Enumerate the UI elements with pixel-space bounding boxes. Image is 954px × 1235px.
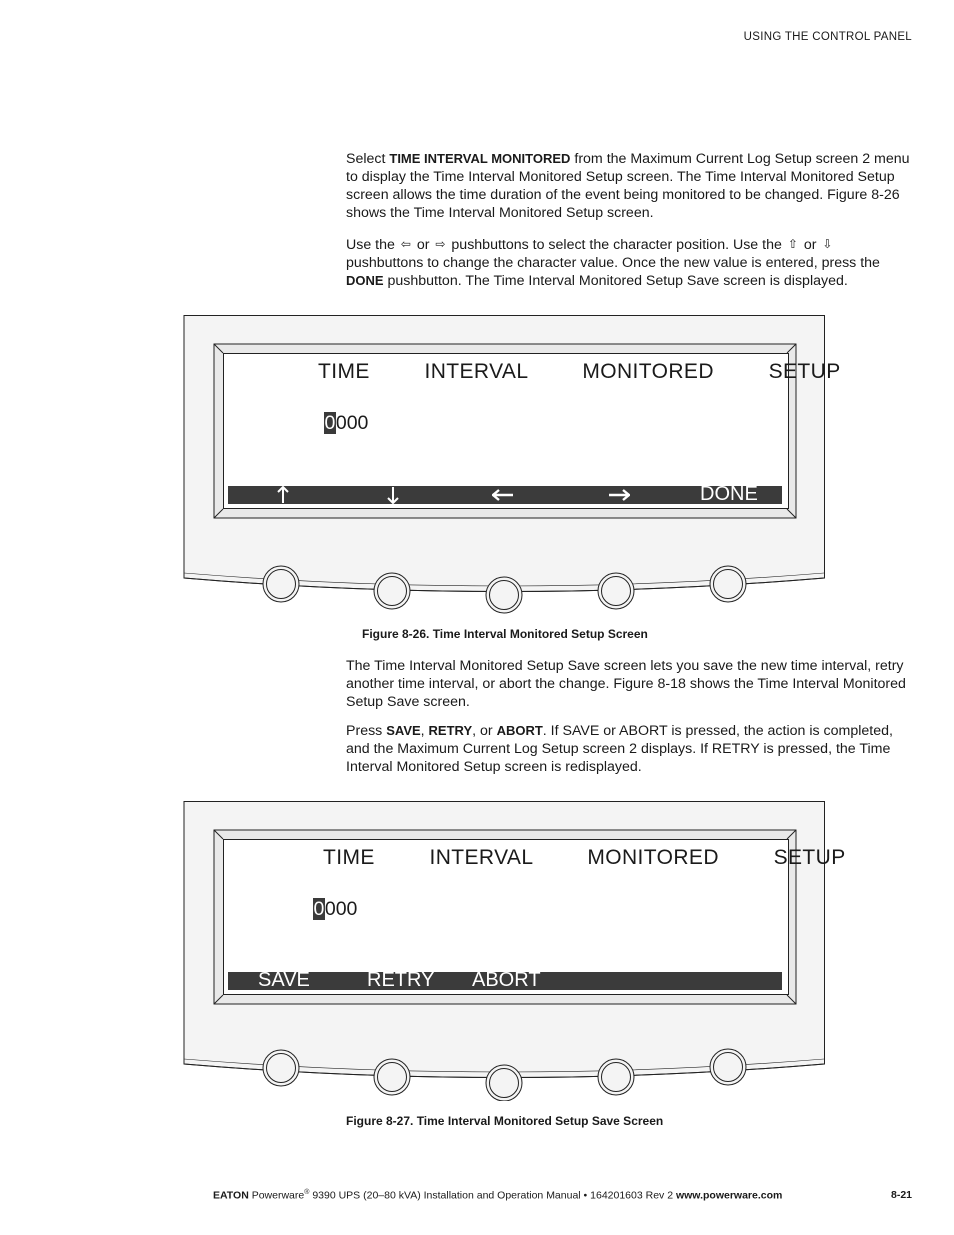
- para4-text-2: . If SAVE or ABORT is pressed, the action is completed, and the Maximum Current Log Setup screen 2 displays. If RETRY is pressed, the Time Interval Monitored Setup screen is redisplayed.: [346, 723, 893, 775]
- para4-comma-1: ,: [420, 723, 429, 739]
- para4-save: SAVE: [386, 723, 421, 738]
- pushbutton-1[interactable]: [263, 566, 299, 602]
- para2-or-1: or: [412, 237, 434, 253]
- para4-retry: RETRY: [428, 723, 473, 738]
- up-arrow-icon: ⇧: [787, 237, 798, 251]
- para2-or-2: or: [799, 237, 821, 253]
- paragraph-press-options: [346, 722, 912, 776]
- para1-text-2: from the Maximum Current Log Setup screen 2 menu to display the Time Interval Monitored Setup screen. The Time Interval Monitored Setup screen allows the time duration of the event being monitored to be changed. Figure 8-26 shows the Time Interval Monitored Setup screen.: [346, 151, 910, 221]
- para4-text-1: Press: [346, 723, 387, 739]
- footer-registered-mark: ®: [304, 1189, 310, 1196]
- pushbutton-5[interactable]: [710, 1049, 746, 1085]
- para1-text: Select: [346, 151, 390, 167]
- para1-bold: TIME INTERVAL MONITORED: [389, 151, 571, 166]
- pushbutton-3[interactable]: [486, 1065, 522, 1101]
- control-panel-figure-1: [183, 315, 841, 595]
- value-cursor: 0: [324, 412, 336, 434]
- right-arrow-icon: ⇨: [435, 237, 446, 251]
- pushbutton-2[interactable]: [374, 573, 410, 609]
- screen-title: TIME INTERVAL MONITORED SETUP: [318, 360, 841, 383]
- paragraph-save-screen: The Time Interval Monitored Setup Save screen lets you save the new time interval, retry another time interval, or abort the change. Figure 8-18 shows the Time Interval Monitored Setup Save screen.: [346, 658, 906, 710]
- para4-abort: ABORT: [496, 723, 543, 738]
- pushbutton-4[interactable]: [598, 573, 634, 609]
- value-cursor: 0: [313, 898, 325, 920]
- retry-softkey-label: RETRY: [367, 969, 435, 991]
- footer-brand: EATON: [213, 1189, 249, 1202]
- para2-text-1: Use the: [346, 237, 399, 253]
- para2-text-4: pushbutton. The Time Interval Monitored Setup Save screen is displayed.: [383, 273, 848, 289]
- page-footer: [213, 1189, 782, 1202]
- done-softkey-label: DONE: [700, 483, 758, 505]
- footer-product: Powerware: [248, 1189, 305, 1202]
- para2-text-2: pushbuttons to select the character position. Use the: [447, 237, 786, 253]
- paragraph-intro: [346, 150, 912, 222]
- para2-text-3: pushbuttons to change the character value. Once the new value is entered, press the: [346, 255, 880, 271]
- control-panel-figure-2: [183, 801, 846, 1081]
- abort-softkey-label: ABORT: [472, 969, 541, 991]
- para4-comma-2: , or: [472, 723, 497, 739]
- value-digits: 000: [324, 898, 358, 920]
- value-digits: 000: [335, 412, 369, 434]
- para2-bold-done: DONE: [346, 273, 384, 288]
- pushbutton-3[interactable]: [486, 577, 522, 613]
- pushbutton-1[interactable]: [263, 1050, 299, 1086]
- figure-caption-1: Figure 8-26. Time Interval Monitored Setup Screen: [362, 627, 648, 641]
- pushbutton-2[interactable]: [374, 1059, 410, 1095]
- figure-caption-2: Figure 8-27. Time Interval Monitored Setup Save Screen: [346, 1114, 664, 1128]
- page-number: 8-21: [890, 1189, 912, 1201]
- paragraph-pushbuttons: [346, 235, 912, 290]
- pushbutton-4[interactable]: [598, 1059, 634, 1095]
- footer-url: www.powerware.com: [675, 1189, 783, 1202]
- down-arrow-icon: ⇩: [822, 237, 833, 251]
- screen-title: TIME INTERVAL MONITORED SETUP: [323, 846, 846, 869]
- save-softkey-label: SAVE: [258, 969, 310, 991]
- running-head: USING THE CONTROL PANEL: [743, 31, 912, 43]
- left-arrow-icon: ⇦: [400, 237, 411, 251]
- pushbutton-5[interactable]: [710, 566, 746, 602]
- footer-manual-title: 9390 UPS (20–80 kVA) Installation and Operation Manual • 164201603 Rev 2: [309, 1189, 676, 1202]
